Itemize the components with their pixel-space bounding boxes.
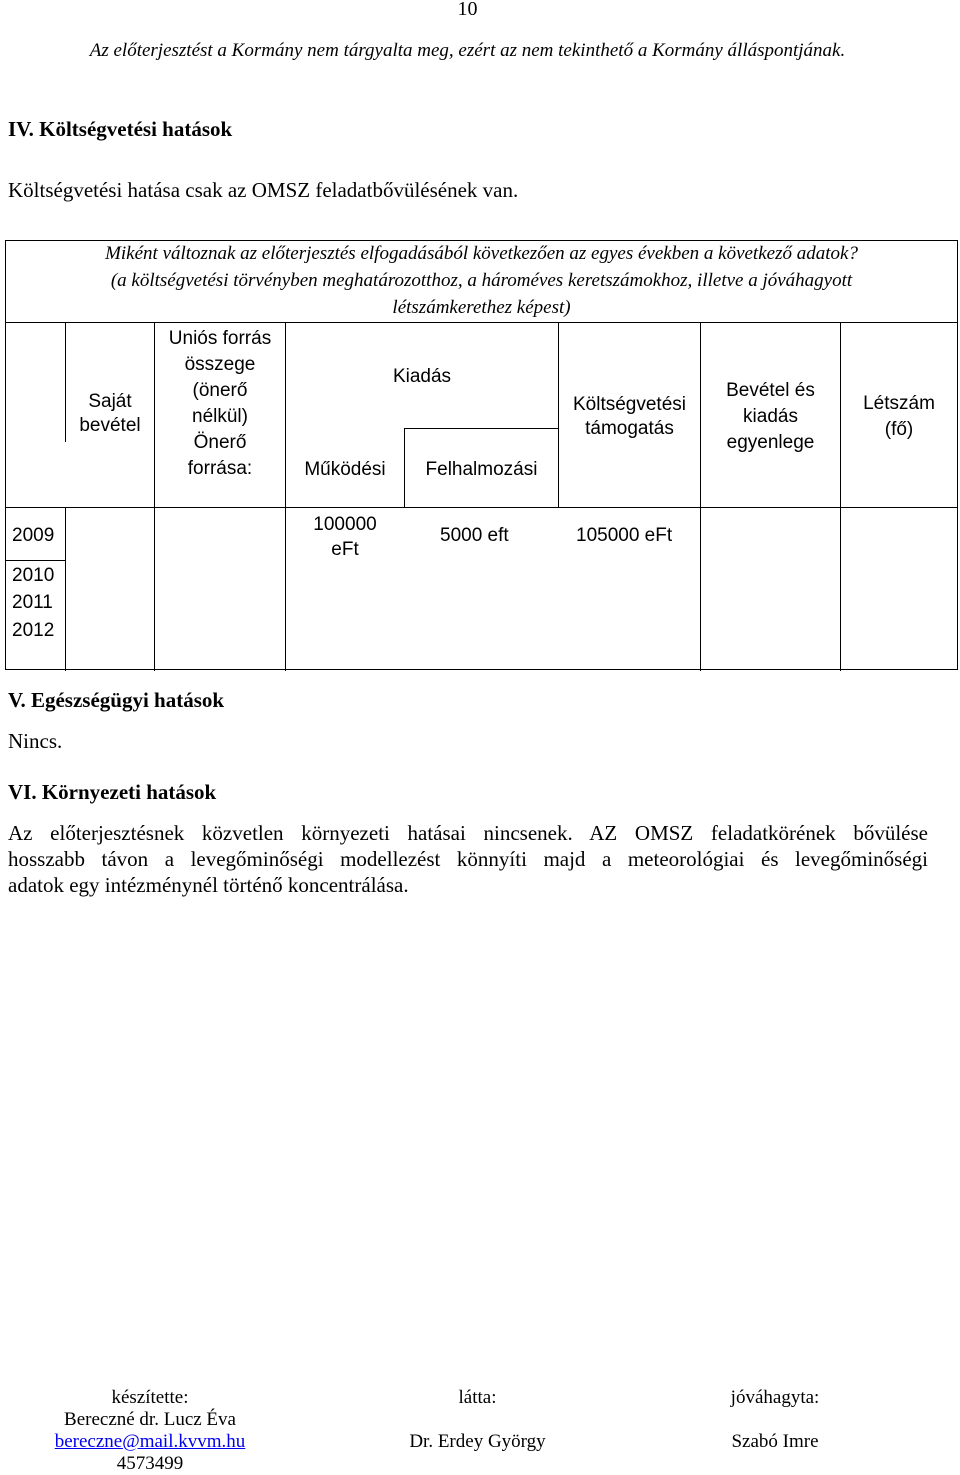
disclaimer: Az előterjesztést a Kormány nem tárgyalta meg, ezért az nem tekinthető a Kormány álláspontjának. bbox=[89, 40, 846, 61]
footer-prepared-phone: 4573499 bbox=[116, 1453, 184, 1474]
header-headcount: Létszám (fő) bbox=[863, 393, 935, 440]
footer-prepared-email[interactable]: bereczne@mail.kvvm.hu bbox=[54, 1431, 246, 1452]
header-own-income: Saját bevétel bbox=[79, 391, 141, 436]
cell-2009-budget-support: 105000 eFt bbox=[576, 525, 673, 546]
table-rule-header-bottom bbox=[6, 507, 957, 508]
cell-2009-capital: 5000 eft bbox=[440, 525, 509, 546]
section-text-environment bbox=[8, 820, 928, 898]
cell-2009-operating: 100000 eFt bbox=[313, 514, 377, 560]
footer-approved-name: Szabó Imre bbox=[731, 1431, 819, 1452]
footer-seen-label: látta: bbox=[458, 1387, 497, 1408]
header-operating: Működési bbox=[304, 459, 386, 480]
footer-prepared-name: Bereczné dr. Lucz Éva bbox=[64, 1409, 236, 1430]
header-expenditure: Kiadás bbox=[392, 366, 452, 387]
table-rule-kiadas-split bbox=[404, 428, 558, 429]
row-year-2009: 2009 bbox=[12, 525, 55, 546]
page-number: 10 bbox=[457, 0, 478, 20]
table-col-rule-7 bbox=[840, 322, 841, 671]
header-balance: Bevétel és kiadás egyenlege bbox=[726, 380, 815, 453]
table-col-rule-6 bbox=[700, 322, 701, 671]
section-title-budget: IV. Költségvetési hatások bbox=[8, 117, 233, 141]
environment-line3: adatok egy intézménynél történő koncentrálása. bbox=[8, 873, 409, 897]
footer-approved-label: jóváhagyta: bbox=[730, 1387, 820, 1408]
table-rule-row-2010 bbox=[6, 560, 65, 561]
section-title-health: V. Egészségügyi hatások bbox=[8, 688, 225, 712]
footer-approved-block bbox=[680, 1387, 870, 1453]
row-year-2011: 2011 bbox=[12, 592, 53, 613]
footer-seen-block bbox=[350, 1387, 605, 1453]
header-capital: Felhalmozási bbox=[425, 459, 538, 480]
table-rule-header-top bbox=[6, 322, 957, 323]
table-caption-line3: létszámkerethez képest) bbox=[392, 297, 571, 318]
row-year-2012: 2012 bbox=[12, 620, 55, 641]
section-title-environment: VI. Környezeti hatások bbox=[8, 780, 217, 804]
table-caption-line2: (a költségvetési törvényben meghatározotthoz, a hároméves keretszámokhoz, illetve a jóváhagyott bbox=[110, 270, 853, 291]
section-text-health: Nincs. bbox=[8, 729, 63, 753]
table-col-rule-1b bbox=[65, 507, 66, 671]
environment-line2: hosszabb távon a levegőminőségi modellezést könnyíti majd a meteorológiai és levegőminőségi bbox=[8, 847, 928, 871]
footer-prepared-label: készítette: bbox=[111, 1387, 189, 1408]
footer-prepared-block bbox=[20, 1387, 280, 1475]
row-year-2010: 2010 bbox=[12, 565, 55, 586]
footer-seen-name: Dr. Erdey György bbox=[409, 1431, 546, 1452]
environment-line1: Az előterjesztésnek közvetlen környezeti hatásai nincsenek. AZ OMSZ feladatkörének bővülése bbox=[8, 821, 928, 845]
header-budget-support: Költségvetési támogatás bbox=[572, 394, 686, 439]
table-caption-line1: Miként változnak az előterjesztés elfogadásából következően az egyes években a következő adatok? bbox=[105, 243, 858, 264]
section-text-budget: Költségvetési hatása csak az OMSZ feladatbővülésének van. bbox=[8, 178, 519, 202]
budget-impact-table bbox=[5, 240, 958, 670]
header-eu-source: Uniós forrás összege (önerő nélkül) Önerő forrása: bbox=[168, 328, 272, 479]
